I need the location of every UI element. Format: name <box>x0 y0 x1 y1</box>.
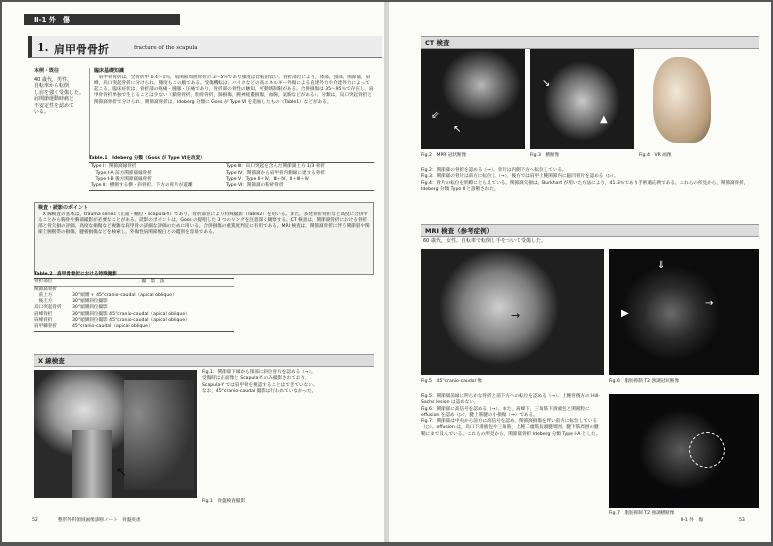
basic-knowledge-text: 肩甲骨骨折は，全骨折中 0.4～1％，肩関節周囲骨折の 3～5％であり頻度は比較的低い。骨折部位により，体部，頸部，関節窩，肩峰，烏口突起骨折に分けられ，頻度もこの順である。受傷機転は，バイクなどの高エネルギー外傷による直達外力や介達外力によって起こる。臨床症状は，骨折部の疼痛・腫脹・圧痛であり，骨折部の骨性の触知，可動域制限がある。合併損傷は 35～95％で存在し，肩甲骨骨折単独で生じることは少ない（鎖骨骨折，肋骨骨折，肺損傷，腕神経叢損傷，血胸，気胸などがある）。分類は，烏口突起骨折と関節窩骨折で分けられ，関節窩骨折は，Ideberg 分類に Goss が Type Ⅵ を追加したもの（Table1）などがある。 <box>94 74 374 105</box>
fig6-caption: Fig.6 脂肪抑制 T2 強調冠状断像 <box>609 379 680 384</box>
table2-cell: 肩峰骨折 <box>34 318 53 324</box>
vr-bone-shape <box>653 57 711 143</box>
left-running-title: 整形外科領域画像診断ノート 骨盤疾患 <box>58 518 141 523</box>
fig6-mri-coronal-image <box>609 249 759 375</box>
table1-left-col <box>89 163 224 190</box>
left-page-number: 52 <box>32 518 38 523</box>
scapula-shape <box>124 380 194 490</box>
right-page-number: 53 <box>739 518 745 523</box>
fig5-xray-image <box>421 249 604 375</box>
table-row <box>34 286 234 293</box>
table1-cell: Type Ⅰ-A 前方関節窩縁骨折 <box>91 170 152 176</box>
fig1-desc-line: Fig.1：関節窩下縁から頸部に斜位骨片を認める（→）。 <box>202 370 316 375</box>
case-line: 40 歳代，男性。 <box>34 76 72 83</box>
fig5-caption: Fig.5 45°cranio-caudal 像 <box>421 379 482 384</box>
table2-header-row <box>34 279 234 286</box>
fig3-caption: Fig.3 横断像 <box>530 153 560 158</box>
fig1-desc-line: なお，45°cranio-caudal 撮影は行われていなかった。 <box>202 388 317 394</box>
table2-cell: 肩峰骨折 <box>34 311 53 317</box>
case-line: 自転車から転倒 <box>34 83 70 89</box>
basic-knowledge-section <box>89 68 374 159</box>
table1 <box>89 156 374 191</box>
fig5-arrow-icon: → <box>511 309 521 322</box>
article-number: 1. <box>37 41 49 54</box>
basic-knowledge-heading: 臨床基礎知識 <box>94 68 125 74</box>
fig6-arrow-icon: ⇓ <box>657 260 666 271</box>
right-running-chapter: Ⅱ-1 外 傷 <box>681 518 704 523</box>
fig4-caption: Fig.4 VR 画像 <box>639 153 672 158</box>
checkpoint-heading: 検査・読影のポイント <box>38 205 89 211</box>
checkpoint-section <box>34 202 374 275</box>
left-page <box>2 2 384 542</box>
table1-cell: Type Ⅴ：Type Ⅱ＋Ⅳ，Ⅲ＋Ⅳ，Ⅱ＋Ⅲ＋Ⅳ <box>226 176 309 182</box>
fig2-arrow-icon: ⇙ <box>431 110 440 121</box>
table2-cell: 30°頭側斜位撮影 45°cranio-caudal（apical oblique） <box>72 318 190 324</box>
article-title-en: fracture of the scapula <box>134 45 198 51</box>
table1-cell: Type Ⅵ：関節窩の粉砕骨折 <box>226 183 284 189</box>
mri-intro: 60 歳代，女性。自転車で転倒し手をついて受傷した。 <box>423 238 546 244</box>
case-line: いる。 <box>34 109 50 115</box>
table2-cell: 30°頭側斜位撮影 <box>72 305 108 311</box>
table1-title: Table.1 Ideberg 分類（Goss が Type Ⅵを改変） <box>89 156 205 161</box>
fig7-mri-axial-image <box>609 394 759 508</box>
fig1-description <box>202 370 378 395</box>
ct-note: Fig.4：骨片の転位を明瞭にとらえている。関節窩欠損は，Burkhart が用いた方法により，41.3％であり手術適応例である。これらの所見から，関節窩骨折，Ideberg 分類 Type Ⅱ と診断された。 <box>421 180 749 192</box>
chapter-header: Ⅱ-1 外 傷 <box>34 16 70 24</box>
table2-header-cell: 骨折部位 <box>34 279 53 285</box>
case-sidebar <box>34 68 84 116</box>
table2-cell: 前上方 <box>34 292 53 298</box>
table2-cell: 30°頭側斜位撮影 45°cranio-caudal（apical oblique） <box>72 311 190 317</box>
ct-notes <box>421 168 759 193</box>
fig1-caption: Fig.1 骨盤検査撮影 <box>202 499 246 504</box>
case-line: し肩を強く受傷した。 <box>34 89 85 96</box>
table2 <box>34 272 234 332</box>
ct-heading: CT 検査 <box>421 36 759 49</box>
fig3-arrow-icon: ↘ <box>542 78 551 89</box>
fig6-arrow-icon: → <box>705 298 714 309</box>
table1-cell: Type Ⅰ：関節窩縁骨折 <box>91 164 137 170</box>
checkpoint-text: X 線検査の基本は，trauma series（正面・軸位・scapula-Y）であり，骨折部位により特殊撮影（Table2）を用いる。また，多発骨折骨折など高度に合併することから胸骨や胸部撮影が必要なことがある。読影のポイントは，Goss の提唱した 3 つのリングを注意深く観察する。CT 検査は，関節窩骨折における骨折部と骨欠損の評価，高度な損傷など複雑な肩甲骨の詳細な評価のために用いる。合併損傷の重篤度判定に有用である。MRI 検査は，関節窩骨折に伴う関節唇や関節上腕靭帯の損傷，腱板損傷などを検索し，外傷性肩関節脱臼との鑑別を容易である。 <box>38 211 370 236</box>
case-line: 肩関節運動時痛と <box>34 96 75 102</box>
table2-cell: 45°cranio-caudal（apical oblique） <box>72 324 153 330</box>
table1-cell: Type Ⅳ：関節窩から肩甲骨内側縁に達する骨折 <box>226 170 325 176</box>
fig6-arrowhead-icon: ▶ <box>621 308 629 319</box>
xray-heading: X 線検査 <box>34 354 374 367</box>
table2-header-cell: 撮 影 法 <box>141 279 165 285</box>
table2-cell: 後上方 <box>34 299 53 305</box>
table2-grid <box>34 278 234 331</box>
fig2-caption: Fig.2 MPR 冠状断像 <box>421 153 467 158</box>
table1-cell: Type Ⅲ：烏口突起を含んだ関節窩上方 1/3 骨折 <box>226 164 325 170</box>
mri-note: Fig.7：関節窩は中央から前方に高信号を認め，関節窩損傷を伴い前方に転位している（○）。effusion は，烏口下滑液包や三角筋，上腕二頭筋長頭腱周囲，腱下筋周囲の腱鞘にまで及んでいる。これらの所見から，関節窩骨折 Ideberg 分類 Type Ⅰ-A とした。 <box>421 419 601 437</box>
fig2-arrow-icon: ↖ <box>453 124 462 135</box>
article-title: 肩甲骨骨折 <box>54 43 109 56</box>
fig1-xray-image <box>34 370 197 498</box>
ct-note: Fig.2：関節窩の骨折を認める（→）。骨片は内側下方へ転位している。 <box>421 168 567 173</box>
table1-body <box>89 162 374 191</box>
fig2-ct-mpr-image <box>421 49 525 149</box>
table2-cell <box>72 286 234 293</box>
fig1-desc-line: 受傷時は正面像と Scapula-Y のみ撮影されており， <box>202 376 310 382</box>
table2-cell: 30°頭側斜位撮影 <box>72 299 108 305</box>
fig3-arrowhead-icon: ▲ <box>600 114 608 125</box>
mri-heading: MRI 検査（参考症例） <box>421 224 759 237</box>
table1-right-col <box>224 163 374 190</box>
fracture-arrow-icon: ↖ <box>116 465 127 480</box>
case-line: 不安定性を認めて <box>34 102 75 109</box>
humeral-shaft-shape <box>72 430 112 498</box>
table2-cell: 肩甲棘骨折 <box>34 324 57 330</box>
right-page <box>389 2 771 542</box>
table2-cell: 30°頭側 + 45°cranio-caudal（apical oblique） <box>72 292 177 298</box>
case-sidebar-heading: 本例・既往 <box>34 68 60 74</box>
table2-cell: 烏口突起骨折 <box>34 305 62 311</box>
fig3-ct-axial-image <box>530 49 634 149</box>
table-row <box>34 324 234 331</box>
mri-notes <box>421 394 601 438</box>
fig7-caption: Fig.7 脂肪抑制 T2 強調横断像 <box>609 511 675 516</box>
table2-cell: 関節窩骨折 <box>34 286 57 292</box>
mri-note: Fig.5：関節窩前縁に明らかな骨折と前下方への転位を認める（→）。上腕骨後方の Hill-Sachs lesion は認めない。 <box>421 394 601 406</box>
table2-title: Table.2 肩甲骨骨折における特殊撮影 <box>34 272 117 277</box>
fig4-vr-image <box>639 49 719 149</box>
table1-cell: Type Ⅰ-B 後方関節窩縁骨折 <box>91 176 152 182</box>
mri-note: Fig.6：関節窩に高信号を認める（→）。また，肩峰下，三角筋下滑液包と関節腔に effusion を認め（▷），腱上筋腱の小損傷（⇒）である。 <box>421 406 590 418</box>
fig1-desc-line: Scapula-Y では肩甲骨を視認することはできていない。 <box>202 382 318 388</box>
table1-cell: Type Ⅱ：横断する横・斜骨折，下方の骨片が遊離 <box>91 183 193 189</box>
ct-note: Fig.3：関節窩の骨片は前方に転位し（→），後方では肩甲上腕関節内に陥凹骨片を認める（▷）。 <box>421 174 619 180</box>
fig7-circle-marker <box>689 432 725 468</box>
